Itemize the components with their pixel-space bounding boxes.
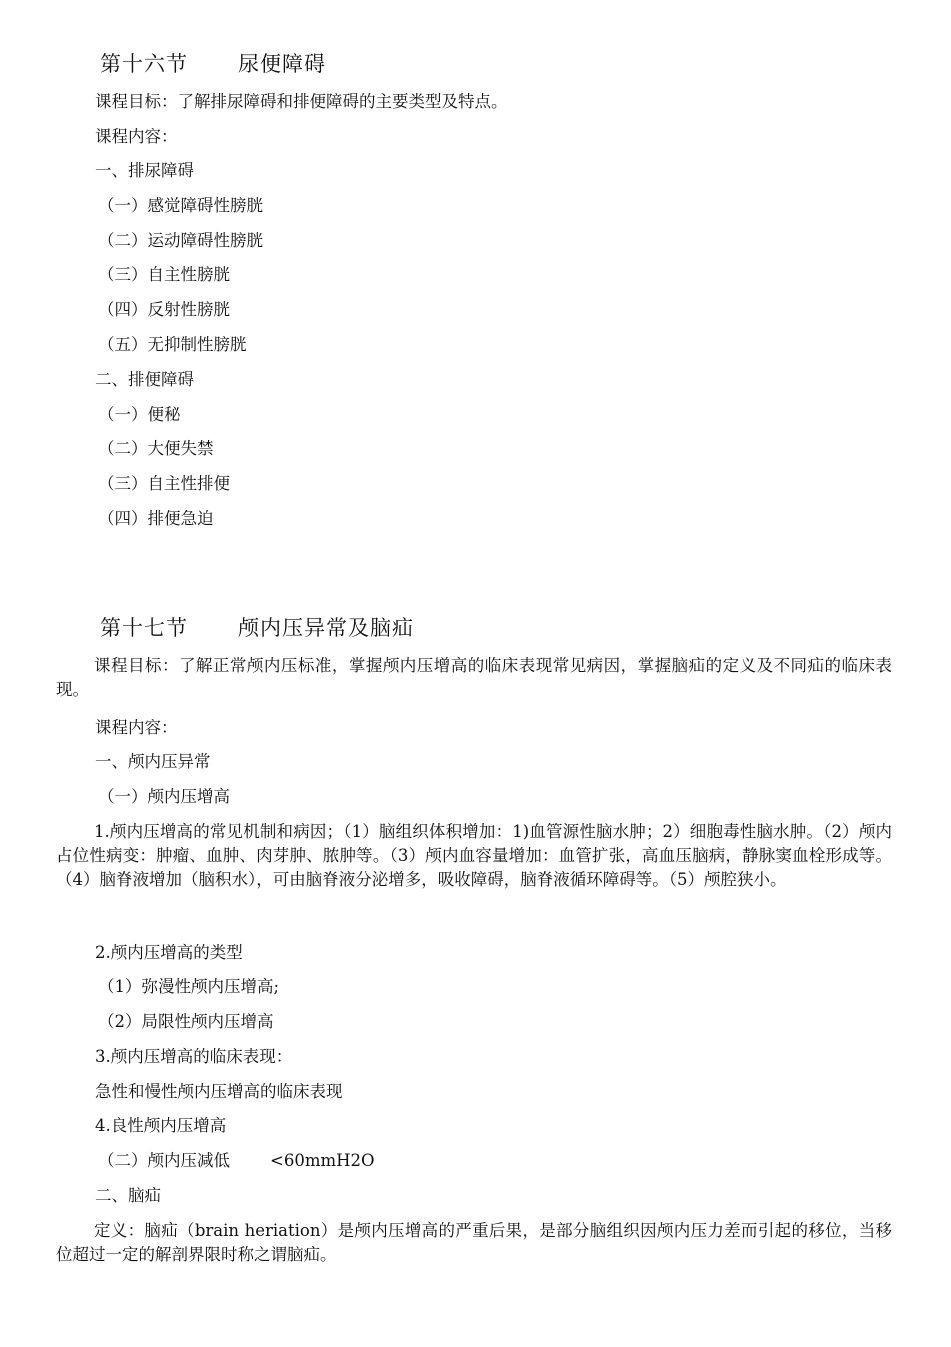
section16-part1: 一、排尿障碍 (95, 161, 194, 180)
list-item: （二）运动障碍性膀胱 (98, 231, 263, 250)
section17-part2: 二、脑疝 (95, 1186, 161, 1205)
section16-content-label: 课程内容： (95, 127, 178, 146)
section17-part1: 一、颅内压异常 (95, 752, 211, 771)
section16-title: 尿便障碍 (238, 52, 326, 76)
list-item: （五）无抑制性膀胱 (98, 335, 247, 354)
section16-number: 第十六节 (100, 52, 188, 76)
section17-sub1: （一）颅内压增高 (98, 787, 230, 806)
section17-point1: 1.颅内压增高的常见机制和病因；（1）脑组织体积增加：1)血管源性脑水肿；2）细胞毒性脑水肿。（2）颅内占位性病变：肿瘤、血肿、肉芽肿、脓肿等。（3）颅内血容量增加：血管扩张，高血压脑病，静脉窦血栓形成等。（4）脑脊液增加（脑积水），可由脑脊液分泌增多，吸收障碍，脑脊液循环障碍等。（5）颅腔狭小。 (56, 822, 892, 889)
section17-sub2-value: <60mmH2O (270, 1151, 375, 1170)
list-item: （二）大便失禁 (98, 439, 214, 458)
section17-definition: 定义：脑疝（brain heriation）是颅内压增高的严重后果，是部分脑组织因颅内压力差而引起的移位，当移位超过一定的解剖界限时称之谓脑疝。 (56, 1221, 892, 1264)
section17-sub2 (98, 1150, 375, 1172)
section16-objective: 课程目标：了解排尿障碍和排便障碍的主要类型及特点。 (95, 92, 508, 111)
section17-number: 第十七节 (100, 616, 188, 640)
section17-heading (100, 612, 414, 642)
list-item: （一）感觉障碍性膀胱 (98, 196, 263, 215)
list-item: （四）反射性膀胱 (98, 300, 230, 319)
section16-part2: 二、排便障碍 (95, 370, 194, 389)
list-item: （2）局限性颅内压增高 (98, 1012, 274, 1031)
section17-title: 颅内压异常及脑疝 (238, 616, 414, 640)
section17-point4: 4.良性颅内压增高 (95, 1116, 227, 1135)
list-item: （一）便秘 (98, 405, 181, 424)
section17-point3: 3.颅内压增高的临床表现： (95, 1047, 293, 1066)
list-item: （四）排便急迫 (98, 509, 214, 528)
list-item: （1）弥漫性颅内压增高; (98, 977, 280, 996)
section17-point3-detail: 急性和慢性颅内压增高的临床表现 (95, 1082, 343, 1101)
section17-sub2-label: （二）颅内压减低 (98, 1151, 230, 1170)
list-item: （三）自主性膀胱 (98, 265, 230, 284)
section17-objective: 课程目标：了解正常颅内压标准，掌握颅内压增高的临床表现常见病因，掌握脑疝的定义及不同疝的临床表现。 (56, 656, 892, 699)
list-item: （三）自主性排便 (98, 474, 230, 493)
section17-point2: 2.颅内压增高的类型 (95, 943, 243, 962)
section17-content-label: 课程内容： (95, 718, 178, 737)
section16-heading (100, 48, 326, 78)
